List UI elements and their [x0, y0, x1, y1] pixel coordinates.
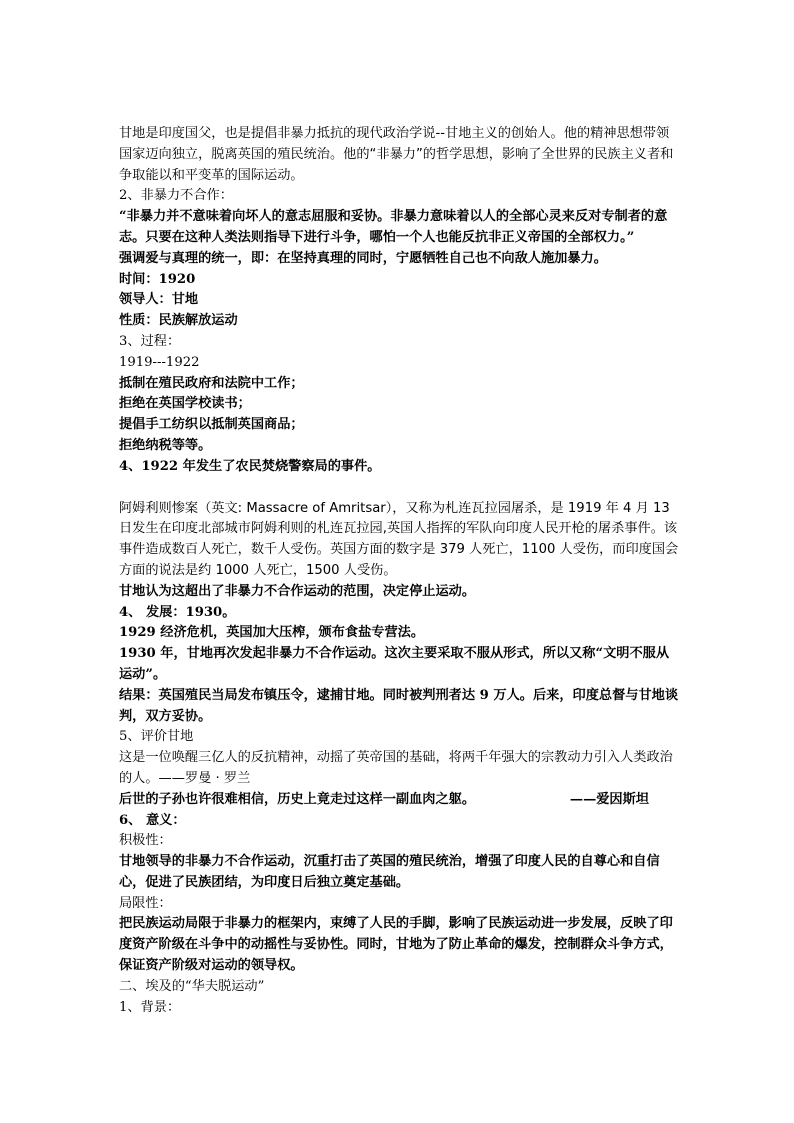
section-heading-significance: 6、 意义： [119, 812, 186, 828]
limitation-paragraph: 把民族运动局限于非暴力的框架内，束缚了人民的手脚，影响了民族运动进一步发展，反映了印度资产阶级在斗争中的动摇性与妥协性。同时，甘地为了防止革命的爆发，控制群众斗争方式，保证资产阶级对运动的领导权。 [119, 916, 673, 974]
movement-1930-paragraph: 1930 年，甘地再次发起非暴力不合作运动。这次主要采取不服从形式，所以又称“文明不服从运动”。 [119, 646, 670, 682]
section-heading-nonviolence: 2、非暴力不合作： [119, 188, 233, 204]
rolland-quote: 这是一位唤醒三亿人的反抗精神，动摇了英帝国的基础，将两千年强大的宗教动力引入人类政治的人。——罗曼 · 罗兰 [119, 750, 673, 786]
crisis-1929-line: 1929 经济危机，英国加大压榨，颁布食盐专营法。 [119, 625, 425, 641]
einstein-attribution: ——爱因斯坦 [569, 791, 649, 807]
blank-line [119, 478, 679, 499]
process-item-3: 提倡手工纺织以抵制英国商品； [119, 417, 304, 433]
stop-movement-line: 甘地认为这超出了非暴力不合作运动的范围，决定停止运动。 [119, 583, 476, 599]
section-heading-process: 3、过程： [119, 333, 181, 349]
document-body [119, 124, 679, 1018]
section-heading-evaluation: 5、评价甘地 [119, 729, 194, 745]
process-item-1: 抵制在殖民政府和法院中工作； [119, 375, 304, 391]
section-heading-background: 1、背景： [119, 999, 181, 1015]
einstein-quote: 后世的子孙也许很难相信，历史上竟走过这样一副血肉之躯。 [119, 791, 476, 807]
positive-paragraph: 甘地领导的非暴力不合作运动，沉重打击了英国的殖民统治，增强了印度人民的自尊心和自信心，促进了民族团结，为印度日后独立奠定基础。 [119, 854, 660, 890]
einstein-quote-line [119, 790, 649, 811]
event-1922-line: 4、1922 年发生了农民焚烧警察局的事件。 [119, 458, 381, 474]
process-item-4: 拒绝纳税等等。 [119, 437, 212, 453]
leader-line: 领导人：甘地 [119, 292, 199, 308]
truth-love-paragraph: 强调爱与真理的统一，即：在坚持真理的同时，宁愿牺牲自己也不向敌人施加暴力。 [119, 250, 607, 266]
limitation-label: 局限性： [119, 895, 172, 911]
positive-label: 积极性： [119, 833, 172, 849]
intro-paragraph: 甘地是印度国父，也是提倡非暴力抵抗的现代政治学说--甘地主义的创始人。他的精神思想带领国家迈向独立，脱离英国的殖民统治。他的“非暴力”的哲学思想，影响了全世界的民族主义者和争取能以和平变革的国际运动。 [119, 126, 674, 183]
amritsar-paragraph: 阿姆利则惨案（英文: Massacre of Amritsar），又称为札连瓦拉园屠杀，是 1919 年 4 月 13 日发生在印度北部城市阿姆利则的札连瓦拉园,英国人指挥的军队向印度人民开枪的屠杀事件。该事件造成数百人死亡，数千人受伤。英国方面的数字是 379 人死亡，1100 人受伤，而印度国会方面的说法是约 1000 人死亡，1500 人受伤。 [119, 500, 679, 578]
result-paragraph: 结果：英国殖民当局发布镇压令，逮捕甘地。同时被判刑者达 9 万人。后来，印度总督与甘地谈判，双方妥协。 [119, 687, 679, 724]
process-item-2: 拒绝在英国学校读书； [119, 396, 251, 412]
process-years: 1919---1922 [119, 354, 200, 370]
gandhi-quote: “非暴力并不意味着向坏人的意志屈服和妥协。非暴力意味着以人的全部心灵来反对专制者的意志。只要在这种人类法则指导下进行斗争，哪怕一个人也能反抗非正义帝国的全部权力。” [119, 209, 668, 245]
section-heading-egypt: 二、埃及的“华夫脱运动” [119, 978, 265, 994]
section-heading-development: 4、 发展：1930。 [119, 604, 236, 620]
time-line: 时间：1920 [119, 271, 196, 287]
nature-line: 性质：民族解放运动 [119, 313, 238, 329]
